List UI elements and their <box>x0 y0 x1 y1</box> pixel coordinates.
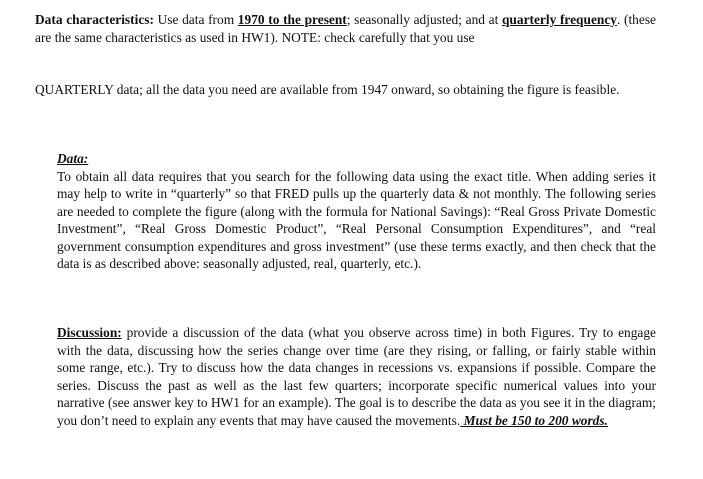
characteristics-text-3: . (these are the same characteristics as used in HW1). NOTE: check carefully that you use <box>35 12 656 45</box>
characteristics-text-2: ; seasonally adjusted; and at <box>346 12 502 27</box>
data-section <box>57 150 656 273</box>
discussion-body: provide a discussion of the data (what you observe across time) in both Figures. Try to engage with the data, discussing how the series change over time (are they rising, or falling, or fairly stable within some range, etc.). Try to discuss how the data changes in recessions vs. expansions if possible. Compare the series. Discuss the past as well as the last few quarters; incorporate specific numerical values into your narrative (see answer key to HW1 for an example). The goal is to describe the data as you see it in the diagram; you don’t need to explain any events that may have caused the movements. <box>57 325 656 428</box>
discussion-section <box>57 324 656 429</box>
data-body: To obtain all data requires that you search for the following data using the exact title. When adding series it may help to write in “quarterly” so that FRED pulls up the quarterly data & not monthly. The following series are needed to complete the figure (along with the formula for National Savings): “Real Gross Private Domestic Investment”, “Real Gross Domestic Product”, “Real Personal Consumption Expenditures”, and “real government consumption expenditures and gross investment” (use these terms exactly, and then check that the data is as described above: seasonally adjusted, real, quarterly, etc.). <box>57 168 656 271</box>
date-range: 1970 to the present <box>237 12 347 27</box>
data-characteristics-paragraph <box>35 11 656 46</box>
data-heading: Data: <box>57 151 89 166</box>
quarterly-note-paragraph: QUARTERLY data; all the data you need are available from 1947 onward, so obtaining the figure is feasible. <box>35 82 620 97</box>
word-limit: Must be 150 to 200 words. <box>460 412 608 428</box>
characteristics-label: Data characteristics: <box>35 12 154 27</box>
characteristics-text-1: Use data from <box>153 12 238 27</box>
frequency-term: quarterly frequency <box>501 12 617 27</box>
discussion-heading: Discussion: <box>57 325 122 340</box>
